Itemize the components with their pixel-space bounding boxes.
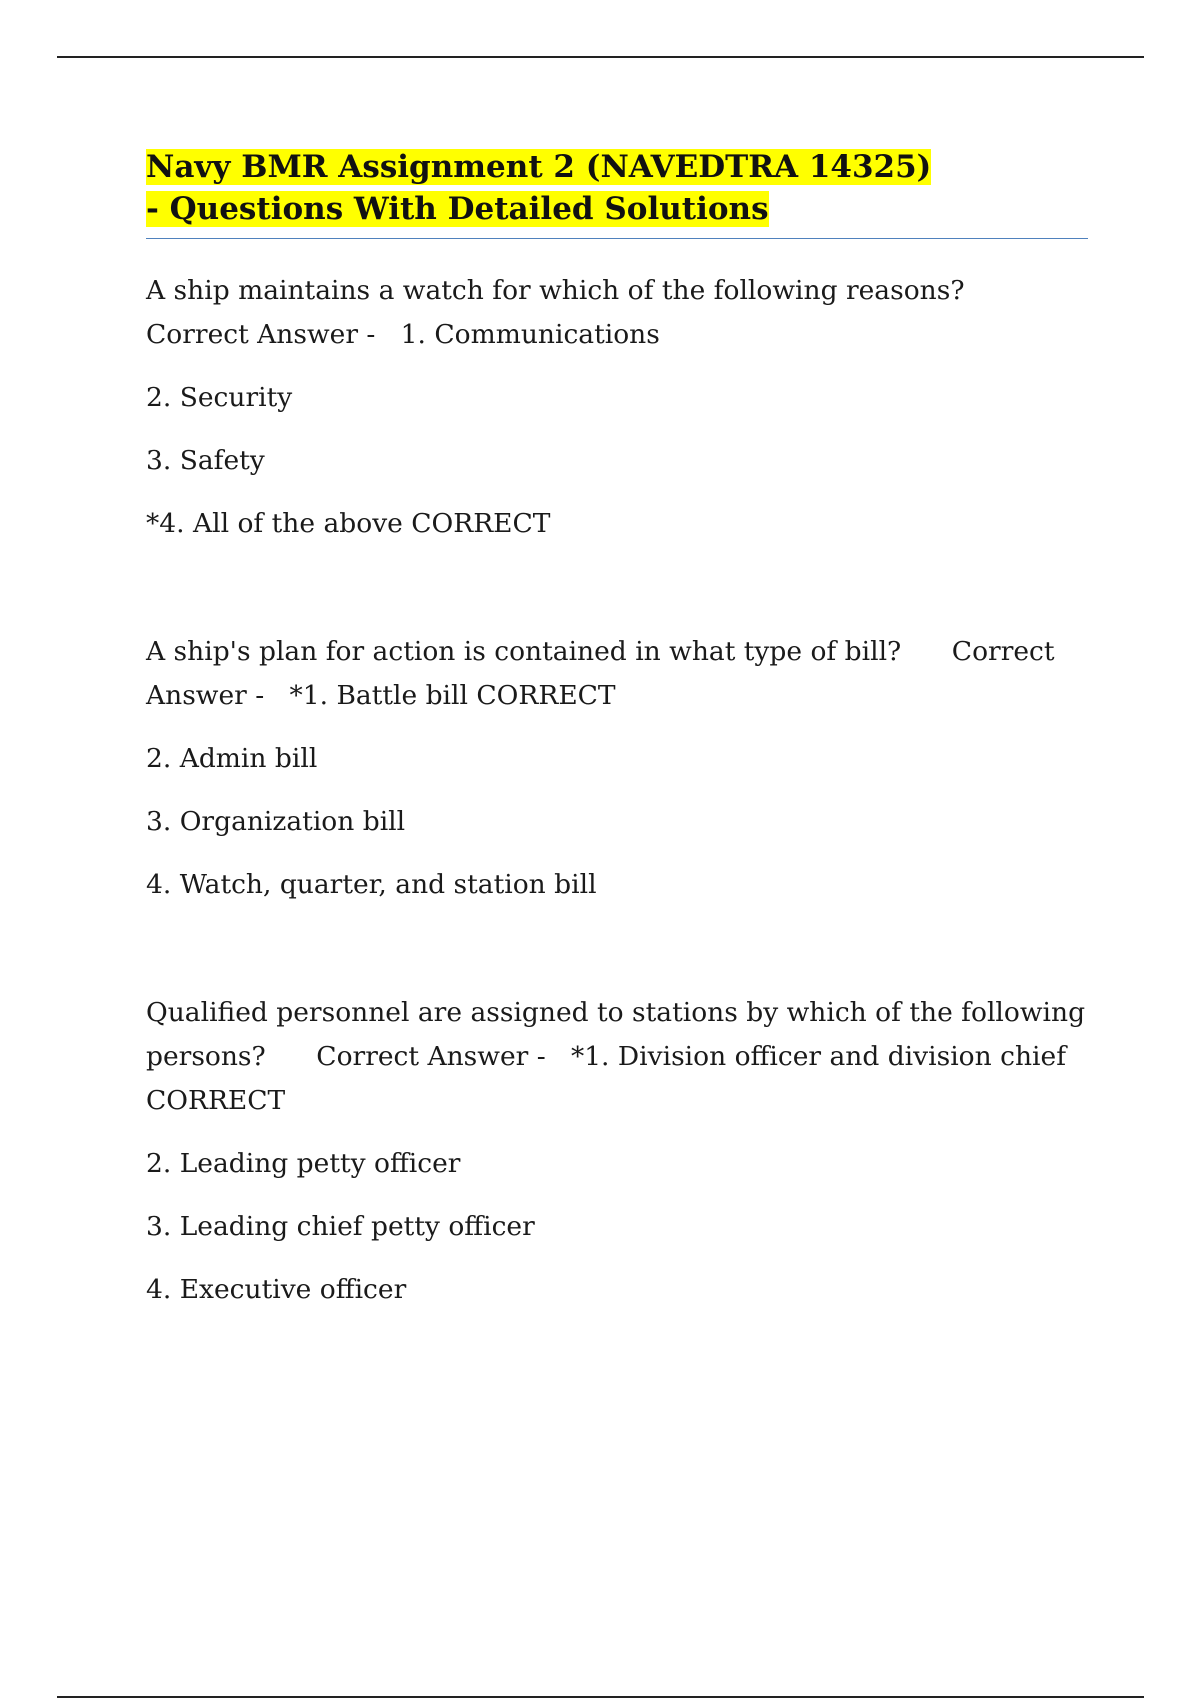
question-1: [146, 269, 1088, 357]
page-top-rule: [57, 56, 1144, 58]
question-3-option-3: 3. Leading chief petty officer: [146, 1211, 535, 1242]
question-2-answer: Correct Answer - *1. Battle bill CORRECT: [146, 636, 1063, 711]
question-1-option-4: *4. All of the above CORRECT: [146, 508, 551, 539]
question-2-option-4: 4. Watch, quarter, and station bill: [146, 869, 597, 900]
question-3-text: Qualified personnel are assigned to stations by which of the following persons?: [146, 997, 1094, 1072]
question-3-option-2: 2. Leading petty officer: [146, 1148, 461, 1179]
question-3: [146, 991, 1094, 1123]
question-2-option-3: 3. Organization bill: [146, 806, 406, 837]
question-3-answer: Correct Answer - *1. Division officer and division chief CORRECT: [146, 1041, 1075, 1116]
document-body: [146, 146, 1094, 1312]
question-block-3: [146, 991, 1094, 1312]
question-2-text: A ship's plan for action is contained in what type of bill?: [146, 636, 902, 667]
question-2-option-2: 2. Admin bill: [146, 743, 318, 774]
page-bottom-rule: [57, 1696, 1144, 1698]
title-block: [146, 146, 1088, 239]
question-1-option-3: 3. Safety: [146, 445, 265, 476]
question-block-2: [146, 630, 1088, 907]
question-1-answer: Correct Answer - 1. Communications: [146, 319, 660, 350]
document-title: Navy BMR Assignment 2 (NAVEDTRA 14325) - Questions With Detailed Solutions: [146, 149, 932, 227]
question-1-text: A ship maintains a watch for which of the following reasons?: [146, 275, 965, 306]
question-3-option-4: 4. Executive officer: [146, 1274, 407, 1305]
question-block-1: [146, 269, 1088, 546]
question-2: [146, 630, 1088, 718]
question-1-option-2: 2. Security: [146, 382, 293, 413]
